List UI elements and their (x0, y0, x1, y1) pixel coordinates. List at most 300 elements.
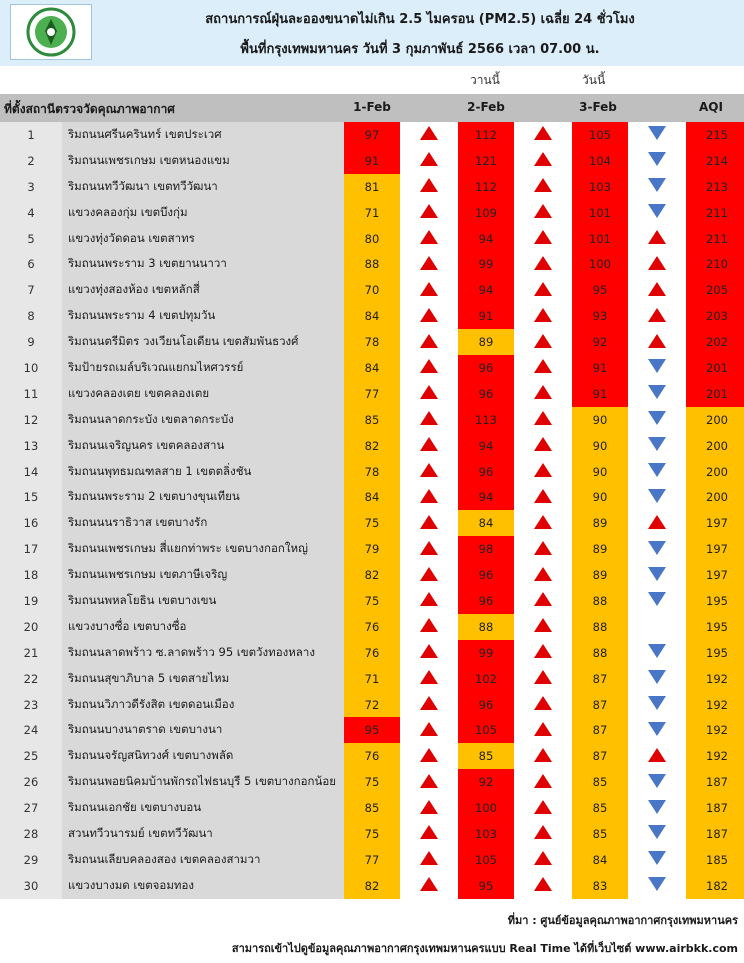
down-arrow-icon (648, 463, 666, 477)
pm25-feb3: 90 (572, 407, 628, 433)
pm25-feb3: 103 (572, 174, 628, 200)
trend-feb1 (400, 821, 458, 847)
aqi-value: 197 (686, 510, 744, 536)
up-arrow-icon (420, 851, 438, 865)
trend-feb1 (400, 614, 458, 640)
up-arrow-icon (534, 152, 552, 166)
trend-feb1 (400, 251, 458, 277)
trend-feb1 (400, 743, 458, 769)
pm25-feb1: 82 (344, 873, 400, 899)
station-number: 5 (0, 226, 62, 252)
up-arrow-icon (534, 230, 552, 244)
up-arrow-icon (420, 385, 438, 399)
trend-feb3 (628, 459, 686, 485)
station-location: ริมถนนลาดกระบัง เขตลาดกระบัง (62, 407, 344, 433)
up-arrow-icon (420, 126, 438, 140)
trend-feb1 (400, 640, 458, 666)
table-row (0, 251, 744, 277)
pm25-feb2: 84 (458, 510, 514, 536)
trend-feb2 (514, 692, 572, 718)
pm25-feb1: 75 (344, 588, 400, 614)
pm25-feb2: 88 (458, 614, 514, 640)
table-row (0, 692, 744, 718)
up-arrow-icon (420, 489, 438, 503)
trend-feb2 (514, 743, 572, 769)
up-arrow-icon (420, 256, 438, 270)
pm25-feb1: 76 (344, 743, 400, 769)
up-arrow-icon (420, 308, 438, 322)
station-number: 12 (0, 407, 62, 433)
trend-feb1 (400, 717, 458, 743)
station-location: ริมถนนลาดพร้าว ซ.ลาดพร้าว 95 เขตวังทองหลาง (62, 640, 344, 666)
up-arrow-icon (534, 696, 552, 710)
trend-feb1 (400, 873, 458, 899)
station-number: 28 (0, 821, 62, 847)
up-arrow-icon (534, 567, 552, 581)
station-number: 30 (0, 873, 62, 899)
trend-feb1 (400, 174, 458, 200)
up-arrow-icon (534, 334, 552, 348)
up-arrow-icon (534, 541, 552, 555)
report-subtitle: พื้นที่กรุงเทพมหานคร วันที่ 3 กุมภาพันธ์ 2566 เวลา 07.00 น. (240, 42, 600, 57)
trend-feb3 (628, 381, 686, 407)
pm25-feb2: 89 (458, 329, 514, 355)
trend-feb3 (628, 484, 686, 510)
trend-feb2 (514, 381, 572, 407)
pm25-feb3: 101 (572, 200, 628, 226)
up-arrow-icon (420, 722, 438, 736)
station-number: 11 (0, 381, 62, 407)
station-location: แขวงบางมด เขตจอมทอง (62, 873, 344, 899)
trend-feb3 (628, 200, 686, 226)
up-arrow-icon (534, 282, 552, 296)
table-row (0, 381, 744, 407)
trend-feb1 (400, 847, 458, 873)
pm25-feb2: 96 (458, 562, 514, 588)
aqi-value: 195 (686, 614, 744, 640)
trend-feb3 (628, 847, 686, 873)
up-arrow-icon (534, 463, 552, 477)
up-arrow-icon (534, 359, 552, 373)
pm25-feb1: 82 (344, 433, 400, 459)
trend-feb3 (628, 407, 686, 433)
pm25-feb2: 96 (458, 381, 514, 407)
table-row (0, 795, 744, 821)
trend-feb1 (400, 459, 458, 485)
trend-feb2 (514, 433, 572, 459)
up-arrow-icon (648, 282, 666, 296)
down-arrow-icon (648, 774, 666, 788)
up-arrow-icon (534, 644, 552, 658)
up-arrow-icon (648, 748, 666, 762)
trend-feb3 (628, 614, 686, 640)
station-location: สวนทวีวนารมย์ เขตทวีวัฒนา (62, 821, 344, 847)
trend-feb3 (628, 795, 686, 821)
up-arrow-icon (534, 489, 552, 503)
trend-feb2 (514, 459, 572, 485)
station-number: 7 (0, 277, 62, 303)
trend-feb3 (628, 510, 686, 536)
pm25-feb2: 94 (458, 433, 514, 459)
up-arrow-icon (420, 282, 438, 296)
aqi-value: 195 (686, 640, 744, 666)
table-row (0, 640, 744, 666)
pm25-feb1: 71 (344, 666, 400, 692)
pm25-feb3: 88 (572, 640, 628, 666)
pm25-feb3: 88 (572, 614, 628, 640)
aqi-value: 215 (686, 122, 744, 148)
trend-feb1 (400, 355, 458, 381)
aqi-value: 197 (686, 562, 744, 588)
station-location: แขวงทุ่งสองห้อง เขตหลักสี่ (62, 277, 344, 303)
pm25-feb3: 91 (572, 355, 628, 381)
table-row (0, 200, 744, 226)
table-row (0, 743, 744, 769)
up-arrow-icon (420, 334, 438, 348)
pm25-feb2: 92 (458, 769, 514, 795)
table-row (0, 717, 744, 743)
trend-feb3 (628, 536, 686, 562)
trend-feb2 (514, 769, 572, 795)
down-arrow-icon (648, 851, 666, 865)
pm25-feb3: 104 (572, 148, 628, 174)
pm25-feb2: 109 (458, 200, 514, 226)
table-row (0, 277, 744, 303)
station-number: 15 (0, 484, 62, 510)
pm25-feb1: 71 (344, 200, 400, 226)
trend-feb1 (400, 303, 458, 329)
trend-feb1 (400, 200, 458, 226)
pm25-feb2: 99 (458, 640, 514, 666)
pm25-feb2: 112 (458, 122, 514, 148)
trend-feb2 (514, 614, 572, 640)
up-arrow-icon (648, 515, 666, 529)
up-arrow-icon (534, 385, 552, 399)
down-arrow-icon (648, 126, 666, 140)
up-arrow-icon (420, 437, 438, 451)
station-number: 16 (0, 510, 62, 536)
trend-feb3 (628, 277, 686, 303)
up-arrow-icon (420, 204, 438, 218)
trend-feb2 (514, 277, 572, 303)
aqi-value: 185 (686, 847, 744, 873)
up-arrow-icon (534, 800, 552, 814)
pm25-feb1: 72 (344, 692, 400, 718)
station-number: 21 (0, 640, 62, 666)
station-location: ริมถนนเจริญนคร เขตคลองสาน (62, 433, 344, 459)
trend-feb3 (628, 640, 686, 666)
station-location: ริมถนนพระราม 4 เขตปทุมวัน (62, 303, 344, 329)
pm25-feb3: 87 (572, 717, 628, 743)
pm25-feb3: 83 (572, 873, 628, 899)
pm25-feb2: 95 (458, 873, 514, 899)
station-number: 22 (0, 666, 62, 692)
trend-feb1 (400, 588, 458, 614)
trend-feb2 (514, 174, 572, 200)
feb3-column-header: 3-Feb (579, 100, 617, 114)
table-row (0, 821, 744, 847)
trend-feb3 (628, 355, 686, 381)
station-location: แขวงคลองกุ่ม เขตบึงกุ่ม (62, 200, 344, 226)
pm25-feb1: 76 (344, 640, 400, 666)
aqi-value: 187 (686, 795, 744, 821)
aqi-value: 203 (686, 303, 744, 329)
trend-feb1 (400, 407, 458, 433)
table-row (0, 329, 744, 355)
table-row (0, 562, 744, 588)
realtime-note: สามารถเข้าไปดูข้อมูลคุณภาพอากาศกรุงเทพมหานครแบบ Real Time ได้ที่เว็บไซต์ www.airbkk.com (231, 942, 738, 955)
pm25-feb2: 91 (458, 303, 514, 329)
station-number: 6 (0, 251, 62, 277)
up-arrow-icon (534, 618, 552, 632)
trend-feb1 (400, 381, 458, 407)
aqi-value: 182 (686, 873, 744, 899)
trend-feb2 (514, 847, 572, 873)
table-row (0, 614, 744, 640)
table-row (0, 226, 744, 252)
pm25-feb2: 99 (458, 251, 514, 277)
trend-feb3 (628, 251, 686, 277)
station-location: ริมถนนบางนาตราด เขตบางนา (62, 717, 344, 743)
trend-feb3 (628, 329, 686, 355)
station-location: ริมป้ายรถเมล์บริเวณแยกมไหศวรรย์ (62, 355, 344, 381)
station-location: ริมถนนเพชรเกษม เขตหนองแขม (62, 148, 344, 174)
down-arrow-icon (648, 541, 666, 555)
up-arrow-icon (420, 696, 438, 710)
trend-feb2 (514, 562, 572, 588)
up-arrow-icon (648, 230, 666, 244)
down-arrow-icon (648, 800, 666, 814)
aqi-value: 192 (686, 717, 744, 743)
trend-feb1 (400, 510, 458, 536)
pm25-feb2: 102 (458, 666, 514, 692)
table-row (0, 433, 744, 459)
station-location: ริมถนนเลียบคลองสอง เขตคลองสามวา (62, 847, 344, 873)
aqi-value: 200 (686, 459, 744, 485)
trend-feb2 (514, 795, 572, 821)
trend-feb2 (514, 200, 572, 226)
pm25-feb2: 94 (458, 226, 514, 252)
down-arrow-icon (648, 178, 666, 192)
aqi-value: 205 (686, 277, 744, 303)
table-row (0, 459, 744, 485)
up-arrow-icon (534, 851, 552, 865)
aqi-column-header: AQI (699, 100, 723, 114)
up-arrow-icon (420, 178, 438, 192)
pm25-feb3: 92 (572, 329, 628, 355)
down-arrow-icon (648, 877, 666, 891)
station-location: ริมถนนพระราม 2 เขตบางขุนเทียน (62, 484, 344, 510)
up-arrow-icon (420, 463, 438, 477)
up-arrow-icon (534, 774, 552, 788)
pm25-feb2: 105 (458, 717, 514, 743)
station-location: ริมถนนเอกชัย เขตบางบอน (62, 795, 344, 821)
trend-feb2 (514, 303, 572, 329)
pm25-feb3: 89 (572, 536, 628, 562)
up-arrow-icon (534, 126, 552, 140)
trend-feb1 (400, 692, 458, 718)
trend-feb3 (628, 122, 686, 148)
yesterday-label: วานนี้ (470, 73, 500, 87)
table-row (0, 847, 744, 873)
pm25-feb1: 88 (344, 251, 400, 277)
down-arrow-icon (648, 696, 666, 710)
pm25-feb1: 84 (344, 303, 400, 329)
trend-feb3 (628, 303, 686, 329)
up-arrow-icon (420, 748, 438, 762)
down-arrow-icon (648, 670, 666, 684)
station-number: 24 (0, 717, 62, 743)
station-number: 19 (0, 588, 62, 614)
down-arrow-icon (648, 204, 666, 218)
pm25-feb1: 91 (344, 148, 400, 174)
aqi-value: 187 (686, 769, 744, 795)
trend-feb3 (628, 769, 686, 795)
table-row (0, 303, 744, 329)
trend-feb3 (628, 562, 686, 588)
trend-feb1 (400, 666, 458, 692)
station-location: ริมถนนพระราม 3 เขตยานนาวา (62, 251, 344, 277)
station-location: ริมถนนพุทธมณฑลสาย 1 เขตตลิ่งชัน (62, 459, 344, 485)
trend-feb2 (514, 226, 572, 252)
trend-feb3 (628, 821, 686, 847)
trend-feb1 (400, 562, 458, 588)
station-number: 1 (0, 122, 62, 148)
up-arrow-icon (420, 541, 438, 555)
pm25-feb3: 101 (572, 226, 628, 252)
trend-feb1 (400, 769, 458, 795)
down-arrow-icon (648, 567, 666, 581)
up-arrow-icon (534, 256, 552, 270)
pm25-feb2: 100 (458, 795, 514, 821)
pm25-feb2: 103 (458, 821, 514, 847)
station-number: 27 (0, 795, 62, 821)
down-arrow-icon (648, 411, 666, 425)
pm25-feb1: 85 (344, 795, 400, 821)
pm25-feb2: 105 (458, 847, 514, 873)
pm25-feb3: 87 (572, 666, 628, 692)
trend-feb2 (514, 510, 572, 536)
up-arrow-icon (648, 308, 666, 322)
pm25-feb3: 105 (572, 122, 628, 148)
location-column-header: ที่ตั้งสถานีตรวจวัดคุณภาพอากาศ (4, 102, 175, 116)
station-number: 2 (0, 148, 62, 174)
table-row (0, 873, 744, 899)
aqi-value: 211 (686, 200, 744, 226)
trend-feb2 (514, 588, 572, 614)
trend-feb2 (514, 329, 572, 355)
up-arrow-icon (420, 618, 438, 632)
trend-feb1 (400, 122, 458, 148)
pm25-feb1: 82 (344, 562, 400, 588)
up-arrow-icon (420, 152, 438, 166)
report-header (0, 0, 744, 66)
feb2-column-header: 2-Feb (467, 100, 505, 114)
trend-feb1 (400, 433, 458, 459)
pm25-feb1: 84 (344, 355, 400, 381)
pm25-feb1: 76 (344, 614, 400, 640)
pm25-feb2: 112 (458, 174, 514, 200)
aqi-value: 211 (686, 226, 744, 252)
trend-feb3 (628, 717, 686, 743)
table-row (0, 666, 744, 692)
down-arrow-icon (648, 152, 666, 166)
table-row (0, 536, 744, 562)
aqi-value: 210 (686, 251, 744, 277)
pm25-table (0, 122, 744, 899)
table-row (0, 122, 744, 148)
table-row (0, 484, 744, 510)
pm25-feb3: 85 (572, 795, 628, 821)
station-number: 8 (0, 303, 62, 329)
pm25-feb1: 95 (344, 717, 400, 743)
pm25-feb3: 90 (572, 433, 628, 459)
up-arrow-icon (420, 592, 438, 606)
trend-feb3 (628, 174, 686, 200)
pm25-feb3: 93 (572, 303, 628, 329)
trend-feb3 (628, 433, 686, 459)
aqi-value: 200 (686, 433, 744, 459)
trend-feb3 (628, 148, 686, 174)
pm25-feb2: 96 (458, 588, 514, 614)
trend-feb2 (514, 355, 572, 381)
station-location: ริมถนนเพชรเกษม สี่แยกท่าพระ เขตบางกอกใหญ่ (62, 536, 344, 562)
up-arrow-icon (420, 800, 438, 814)
station-location: ริมถนนนราธิวาส เขตบางรัก (62, 510, 344, 536)
pm25-feb3: 90 (572, 459, 628, 485)
pm25-feb2: 94 (458, 277, 514, 303)
station-location: แขวงบางซื่อ เขตบางซื่อ (62, 614, 344, 640)
station-number: 26 (0, 769, 62, 795)
station-location: ริมถนนเพชรเกษม เขตภาษีเจริญ (62, 562, 344, 588)
trend-feb2 (514, 536, 572, 562)
station-location: แขวงทุ่งวัดดอน เขตสาทร (62, 226, 344, 252)
station-location: ริมถนนตรีมิตร วงเวียนโอเดียน เขตสัมพันธวงศ์ (62, 329, 344, 355)
station-location: ริมถนนวิภาวดีรังสิต เขตดอนเมือง (62, 692, 344, 718)
up-arrow-icon (648, 256, 666, 270)
station-location: ริมถนนทวีวัฒนา เขตทวีวัฒนา (62, 174, 344, 200)
aqi-value: 192 (686, 692, 744, 718)
aqi-value: 200 (686, 484, 744, 510)
trend-feb1 (400, 148, 458, 174)
down-arrow-icon (648, 359, 666, 373)
pm25-feb1: 97 (344, 122, 400, 148)
pm25-feb2: 121 (458, 148, 514, 174)
aqi-value: 213 (686, 174, 744, 200)
pm25-feb2: 98 (458, 536, 514, 562)
pm25-feb1: 85 (344, 407, 400, 433)
station-number: 17 (0, 536, 62, 562)
pm25-feb3: 85 (572, 821, 628, 847)
aqi-value: 214 (686, 148, 744, 174)
trend-feb2 (514, 717, 572, 743)
pm25-feb3: 89 (572, 562, 628, 588)
table-row (0, 407, 744, 433)
station-location: แขวงคลองเตย เขตคลองเตย (62, 381, 344, 407)
aqi-value: 197 (686, 536, 744, 562)
trend-feb1 (400, 795, 458, 821)
table-row (0, 355, 744, 381)
aqi-value: 201 (686, 355, 744, 381)
station-number: 3 (0, 174, 62, 200)
up-arrow-icon (420, 230, 438, 244)
pm25-feb2: 96 (458, 355, 514, 381)
down-arrow-icon (648, 489, 666, 503)
up-arrow-icon (534, 204, 552, 218)
pm25-feb1: 70 (344, 277, 400, 303)
pm25-feb1: 79 (344, 536, 400, 562)
station-number: 25 (0, 743, 62, 769)
